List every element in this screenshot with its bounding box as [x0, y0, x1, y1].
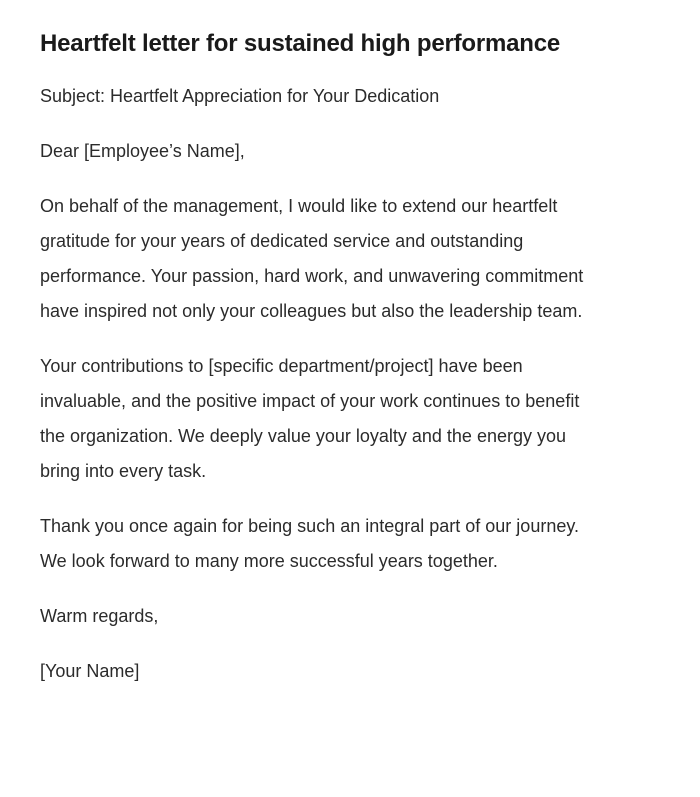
body-paragraph: Thank you once again for being such an integral part of our journey. We look forward to many more successful years together.	[40, 516, 580, 571]
closing: Warm regards,	[40, 606, 159, 626]
subject-line: Subject: Heartfelt Appreciation for Your Dedication	[40, 86, 440, 106]
body-paragraph: On behalf of the management, I would like to extend our heartfelt gratitude for your years of dedicated service and outstanding performance. Your passion, hard work, and unwavering commitment have inspired not only your colleagues but also the leadership team.	[40, 196, 584, 321]
salutation: Dear [Employee’s Name],	[40, 141, 245, 161]
signature-placeholder: [Your Name]	[40, 661, 140, 681]
page-title: Heartfelt letter for sustained high performance	[40, 30, 561, 57]
body-paragraph: Your contributions to [specific department/project] have been invaluable, and the positive impact of your work continues to benefit the organization. We deeply value your loyalty and the energy you bring into every task.	[40, 356, 580, 481]
